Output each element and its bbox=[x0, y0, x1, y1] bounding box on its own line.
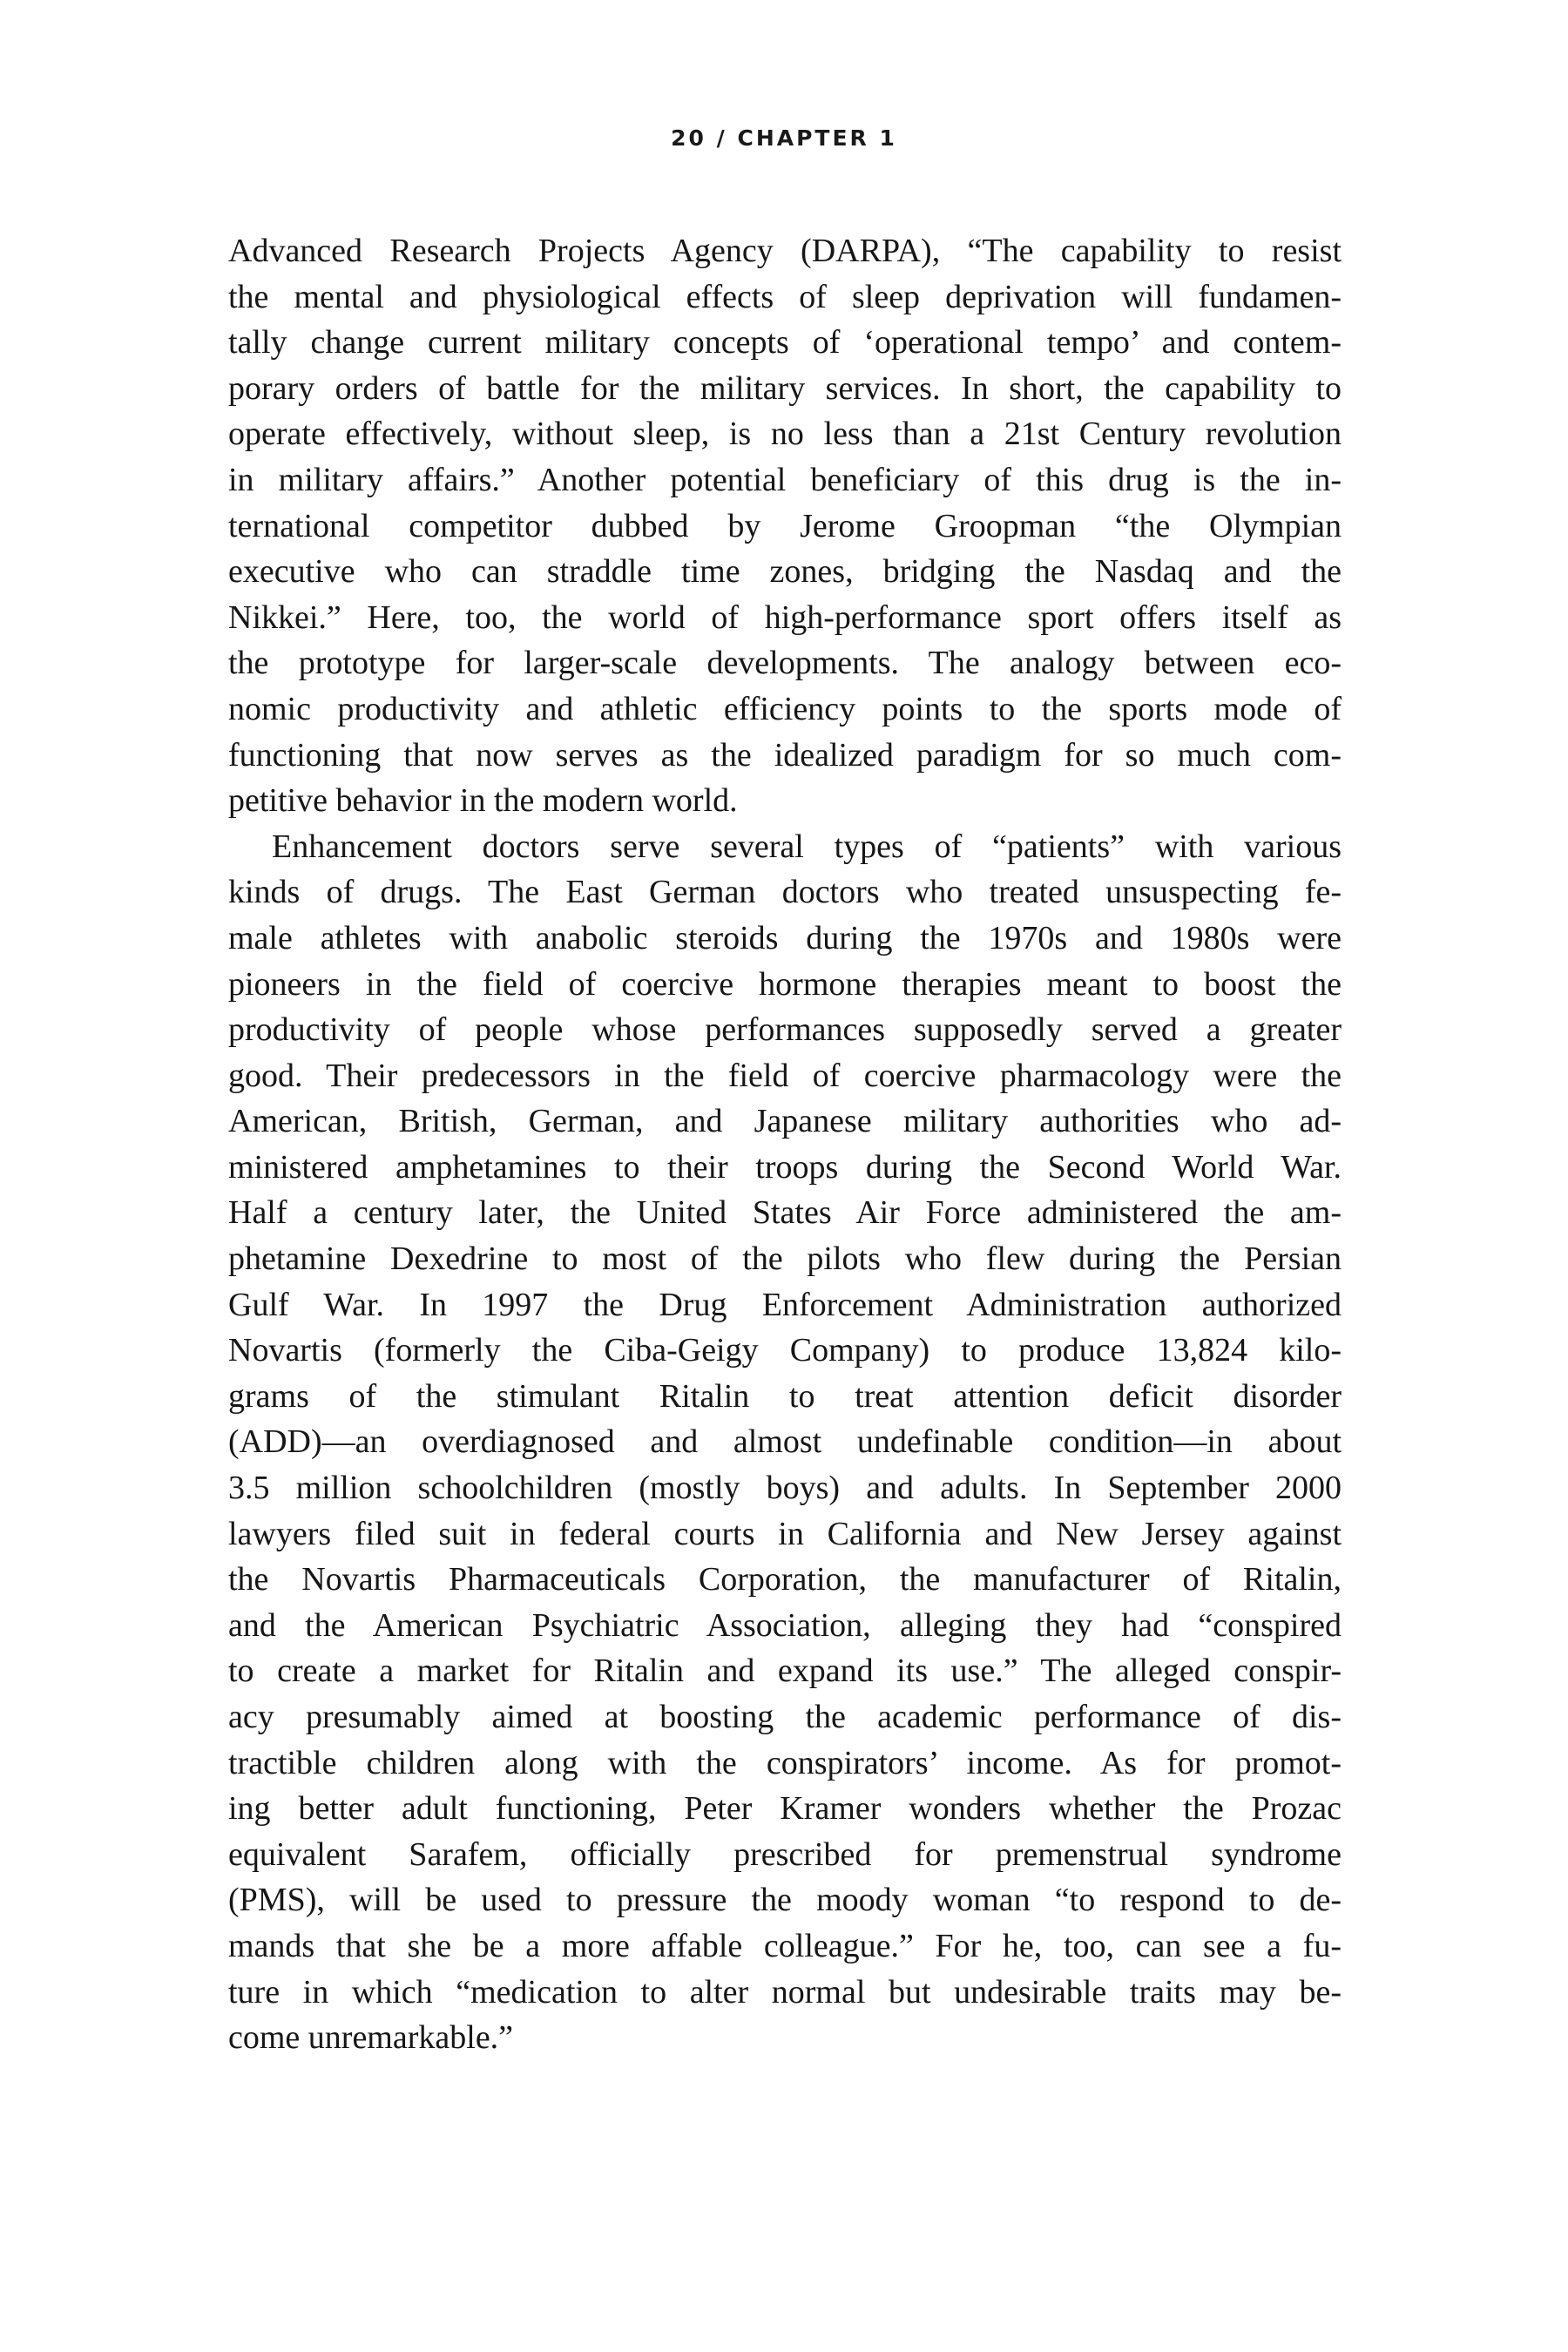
paragraph-1 bbox=[228, 228, 1342, 824]
page-number: 20 bbox=[671, 125, 706, 151]
text-line: equivalent Sarafem, officially prescribed for premenstrual syndrome bbox=[228, 1835, 1342, 1873]
text-line: the mental and physiological effects of sleep deprivation will fundamen- bbox=[228, 278, 1342, 315]
text-line: (ADD)—an overdiagnosed and almost undefinable condition—in about bbox=[228, 1423, 1342, 1461]
text-line: the prototype for larger-scale developments. The analogy between eco- bbox=[228, 645, 1342, 682]
paragraph-2 bbox=[228, 824, 1342, 2061]
text-line: tractible children along with the conspirators’ income. As for promot- bbox=[228, 1744, 1342, 1781]
text-line: ternational competitor dubbed by Jerome Groopman “the Olympian bbox=[228, 507, 1342, 544]
text-line: Nikkei.” Here, too, the world of high-performance sport offers itself as bbox=[228, 598, 1342, 636]
text-line: executive who can straddle time zones, bridging the Nasdaq and the bbox=[228, 553, 1342, 591]
text-line: lawyers filed suit in federal courts in California and New Jersey against bbox=[228, 1515, 1342, 1552]
text-line: ministered amphetamines to their troops during the Second World War. bbox=[228, 1148, 1342, 1186]
text-line: Gulf War. In 1997 the Drug Enforcement Administration authorized bbox=[228, 1286, 1342, 1323]
text-line: Novartis (formerly the Ciba-Geigy Company) to produce 13,824 kilo- bbox=[228, 1332, 1342, 1369]
text-line: tally change current military concepts of ‘operational tempo’ and contem- bbox=[228, 324, 1342, 362]
text-line: 3.5 million schoolchildren (mostly boys) and adults. In September 2000 bbox=[228, 1470, 1342, 1507]
text-line: phetamine Dexedrine to most of the pilots who flew during the Persian bbox=[228, 1240, 1342, 1278]
text-line: mands that she be a more affable colleague.” For he, too, can see a fu- bbox=[228, 1927, 1342, 1964]
text-line: American, British, German, and Japanese military authorities who ad- bbox=[228, 1103, 1342, 1140]
text-line: Advanced Research Projects Agency (DARPA), “The capability to resist bbox=[228, 233, 1342, 269]
text-line: functioning that now serves as the idealized paradigm for so much com- bbox=[228, 736, 1342, 774]
header-separator: / bbox=[716, 125, 727, 151]
text-line: to create a market for Ritalin and expand its use.” The alleged conspir- bbox=[228, 1652, 1342, 1690]
running-head bbox=[0, 125, 1568, 151]
text-line: Enhancement doctors serve several types of “patients” with various bbox=[272, 828, 1342, 865]
text-line: ture in which “medication to alter normal but undesirable traits may be- bbox=[228, 1973, 1342, 2011]
text-line: male athletes with anabolic steroids during the 1970s and 1980s were bbox=[228, 919, 1342, 956]
text-line: Half a century later, the United States Air Force administered the am- bbox=[228, 1194, 1342, 1232]
text-line: good. Their predecessors in the field of coercive pharmacology were the bbox=[228, 1057, 1342, 1094]
text-line: grams of the stimulant Ritalin to treat attention deficit disorder bbox=[228, 1377, 1342, 1415]
text-line: ing better adult functioning, Peter Kramer wonders whether the Prozac bbox=[228, 1790, 1342, 1828]
text-line: the Novartis Pharmaceuticals Corporation, the manufacturer of Ritalin, bbox=[228, 1561, 1342, 1598]
text-line: and the American Psychiatric Association, alleging they had “conspired bbox=[228, 1606, 1342, 1644]
text-line: in military affairs.” Another potential beneficiary of this drug is the in- bbox=[228, 461, 1342, 498]
chapter-label: CHAPTER 1 bbox=[737, 125, 897, 151]
text-line: (PMS), will be used to pressure the moody woman “to respond to de- bbox=[228, 1882, 1342, 1919]
text-line: nomic productivity and athletic efficiency points to the sports mode of bbox=[228, 690, 1342, 727]
body-text bbox=[228, 228, 1342, 2061]
text-line: operate effectively, without sleep, is no less than a 21st Century revolution bbox=[228, 416, 1342, 453]
text-line: pioneers in the field of coercive hormone therapies meant to boost the bbox=[228, 965, 1342, 1003]
text-line: productivity of people whose performances supposedly served a greater bbox=[228, 1011, 1342, 1049]
text-line: kinds of drugs. The East German doctors who treated unsuspecting fe- bbox=[228, 874, 1342, 911]
text-line: porary orders of battle for the military services. In short, the capability to bbox=[228, 369, 1342, 407]
text-line: acy presumably aimed at boosting the academic performance of dis- bbox=[228, 1699, 1342, 1735]
text-line: come unremarkable.” bbox=[228, 2019, 514, 2057]
text-line: petitive behavior in the modern world. bbox=[228, 782, 738, 820]
